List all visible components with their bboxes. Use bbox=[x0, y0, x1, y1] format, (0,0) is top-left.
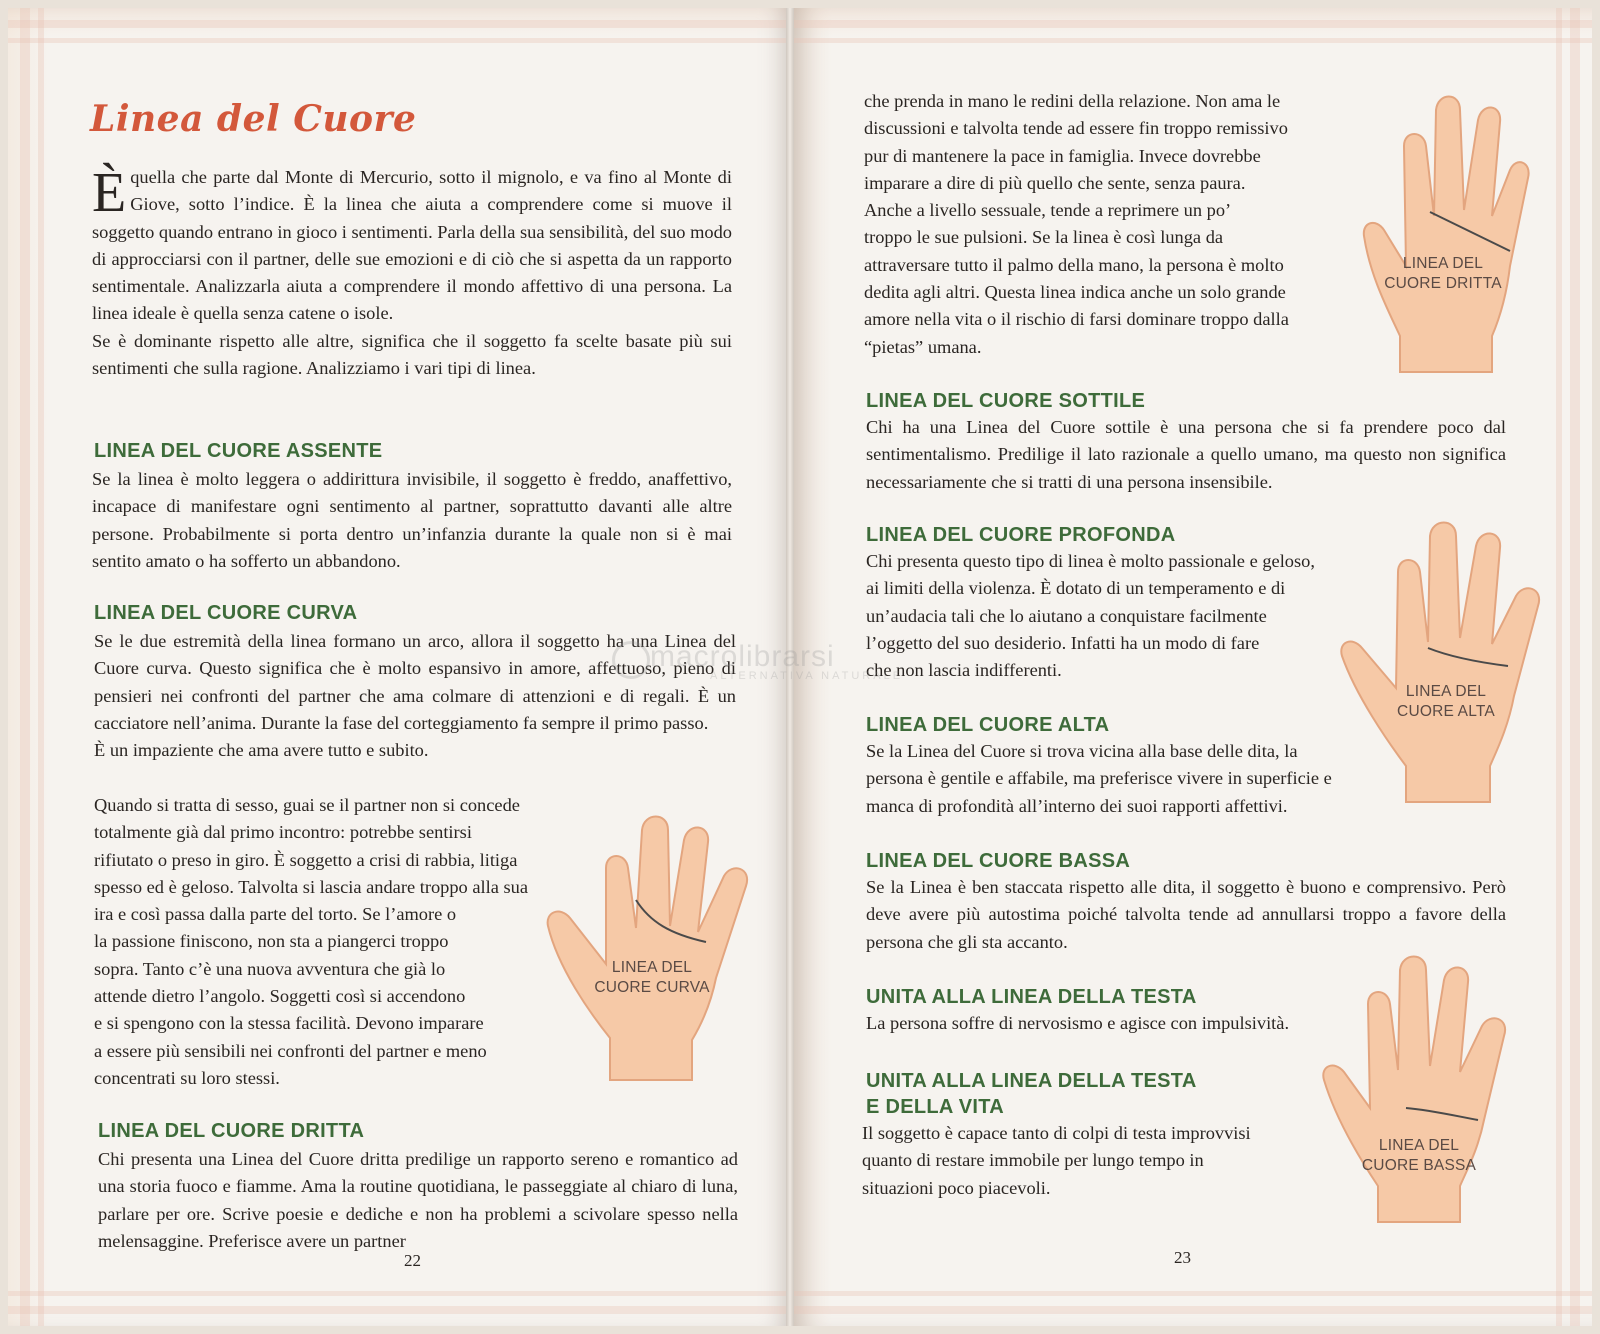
label-line: CUORE BASSA bbox=[1361, 1157, 1477, 1174]
section-heading: LINEA DEL CUORE DRITTA bbox=[98, 1120, 365, 1142]
label-line: LINEA DEL bbox=[1378, 1137, 1460, 1154]
decorative-stripe bbox=[8, 1291, 788, 1296]
text-line: la passione finiscono, non sta a piangerci troppo bbox=[94, 931, 449, 952]
text-line: e si spengono con la stessa facilità. Devono imparare bbox=[94, 1013, 484, 1034]
heading-line: UNITA ALLA LINEA DELLA TESTA bbox=[866, 1070, 1197, 1092]
decorative-stripe bbox=[38, 8, 44, 1326]
hand-label bbox=[1344, 1136, 1494, 1176]
text-line: rifiutato o preso in giro. È soggetto a crisi di rabbia, litiga bbox=[94, 849, 518, 870]
text-line: sopra. Tanto c’è una nuova avventura che già lo bbox=[94, 958, 446, 979]
text-line: imparare a dire di più quello che sente, senza paura. bbox=[864, 172, 1246, 193]
hand-icon bbox=[540, 808, 770, 1088]
text-line: ira e così passa dalla parte del torto. Se l’amore o bbox=[94, 904, 457, 925]
text-line: situazioni poco piacevoli. bbox=[862, 1177, 1051, 1198]
hand-label bbox=[1368, 254, 1518, 294]
intro-text-2: Se è dominante rispetto alle altre, significa che il soggetto fa scelte basate più sui sentimenti che sulla ragione. Analizziamo i vari tipi di linea. bbox=[92, 330, 732, 379]
hand-label bbox=[1376, 682, 1516, 722]
section-heading: LINEA DEL CUORE ALTA bbox=[866, 714, 1110, 736]
page-title: Linea del Cuore bbox=[90, 98, 417, 140]
text-line: concentrati su loro stessi. bbox=[94, 1067, 280, 1088]
section-body: Chi presenta una Linea del Cuore dritta predilige un rapporto sereno e romantico ad una storia fuoco e fiamme. Ama la routine quotidiana, le passeggiate al chiaro di luna, parlare per ore. Scrive poesie e dediche e non ha problemi a scivolare spesso nella melensaggine. Preferisce avere un partner bbox=[98, 1149, 738, 1251]
intro-text: quella che parte dal Monte di Mercurio, sotto il mignolo, e va fino al Monte di Giove, sotto l’indice. È la linea che aiuta a comprendere come si muove il soggetto quando entrano in gioco i sentimenti. Parla della sua sensibilità, del suo modo di approcciarsi con il partner, delle sue emozioni e di ciò che si aspetta da un rapporto sentimentale. Analizzarla aiuta a comprendere il mondo affettivo di una persona. La linea ideale è quella senza catene o isole. bbox=[92, 167, 732, 324]
drop-cap: È bbox=[92, 162, 127, 224]
text-line: spesso ed è geloso. Talvolta si lascia andare troppo alla sua bbox=[94, 876, 529, 897]
text-line: persona è gentile e affabile, ma preferisce vivere in superficie e bbox=[866, 768, 1332, 789]
label-line: LINEA DEL bbox=[1402, 255, 1484, 272]
label-line: CUORE DRITTA bbox=[1384, 275, 1502, 292]
watermark-tagline: ALTERNATIVA NATURALE bbox=[710, 670, 904, 682]
label-line: LINEA DEL bbox=[1405, 683, 1487, 700]
section-body: La persona soffre di nervosismo e agisce con impulsività. bbox=[866, 1013, 1290, 1033]
text-line: “pietas” umana. bbox=[864, 336, 982, 357]
decorative-stripe bbox=[8, 38, 788, 43]
section-text: È un impaziente che ama avere tutto e subito. bbox=[94, 740, 429, 761]
text-line: quanto di restare immobile per lungo tempo in bbox=[862, 1150, 1204, 1171]
text-line: Quando si tratta di sesso, guai se il partner non si concede bbox=[94, 795, 520, 815]
section-heading: LINEA DEL CUORE ASSENTE bbox=[94, 440, 383, 462]
watermark-logo-icon bbox=[612, 641, 650, 679]
label-line: CUORE CURVA bbox=[594, 979, 710, 996]
text-line: totalmente già dal primo incontro: potrebbe sentirsi bbox=[94, 822, 472, 843]
section-body: Chi ha una Linea del Cuore sottile è una persona che si fa prendere poco dal sentimentalismo. Predilige il lato razionale a quello umano, ma questo non significa necessariamente che si tratti di una persona insensibile. bbox=[866, 417, 1506, 492]
text-line: a essere più sensibili nei confronti del partner e meno bbox=[94, 1040, 487, 1061]
text-line: l’oggetto del suo desiderio. Infatti ha un modo di fare bbox=[866, 632, 1260, 653]
decorative-stripe bbox=[792, 20, 1592, 28]
text-line: ai limiti della violenza. È dotato di un temperamento e di bbox=[866, 578, 1286, 599]
section-body-wrapped bbox=[94, 792, 594, 1092]
section-text: Se le due estremità della linea formano un arco, allora il soggetto ha una Linea del Cuore curva. Questo significa che è molto espansivo in amore, affettuoso, pieno di pensieri nei confronti del partner che ama colmare di attenzioni e di regali. È un cacciatore nell’anima. Durante la fase del corteggiamento fa sempre il primo passo. bbox=[94, 631, 736, 733]
label-line: LINEA DEL bbox=[611, 959, 693, 976]
continuation-text bbox=[864, 88, 1344, 361]
section-heading bbox=[866, 1068, 1197, 1120]
section-heading: LINEA DEL CUORE CURVA bbox=[94, 602, 358, 624]
text-line: manca di profondità all’interno dei suoi rapporti affettivi. bbox=[866, 795, 1288, 816]
decorative-stripe bbox=[792, 1291, 1592, 1296]
decorative-stripe bbox=[8, 1306, 788, 1314]
text-line: attende dietro l’angolo. Soggetti così si accendono bbox=[94, 986, 466, 1007]
hand-icon bbox=[1360, 86, 1535, 376]
text-line: dedita agli altri. Questa linea indica anche un solo grande bbox=[864, 282, 1286, 303]
watermark bbox=[650, 640, 903, 682]
text-line: pur di mantenere la pace in famiglia. Invece dovrebbe bbox=[864, 145, 1261, 166]
text-line: Il soggetto è capace tanto di colpi di testa improvvisi bbox=[862, 1123, 1251, 1143]
text-line: amore nella vita o il rischio di farsi dominare troppo dalla bbox=[864, 309, 1289, 330]
section-heading: LINEA DEL CUORE SOTTILE bbox=[866, 390, 1146, 412]
decorative-stripe bbox=[792, 1306, 1592, 1314]
text-line: Anche a livello sessuale, tende a reprimere un po’ bbox=[864, 200, 1232, 221]
text-line: un’audacia tali che lo aiutano a conquistare facilmente bbox=[866, 605, 1267, 626]
decorative-stripe bbox=[20, 8, 30, 1326]
text-line: che prenda in mano le redini della relazione. Non ama le bbox=[864, 91, 1281, 111]
intro-paragraph bbox=[92, 164, 732, 382]
hand-label bbox=[582, 958, 722, 998]
page-number: 22 bbox=[404, 1251, 421, 1270]
section-heading: LINEA DEL CUORE PROFONDA bbox=[866, 524, 1176, 546]
text-line: troppo le sue pulsioni. Se la linea è così lunga da bbox=[864, 227, 1224, 248]
hand-icon bbox=[1318, 950, 1518, 1225]
text-line: Chi presenta questo tipo di linea è molto passionale e geloso, bbox=[866, 551, 1315, 571]
text-line: attraversare tutto il palmo della mano, la persona è molto bbox=[864, 254, 1284, 275]
label-line: CUORE ALTA bbox=[1397, 703, 1495, 720]
section-body: Se la Linea è ben staccata rispetto alle dita, il soggetto è buono e comprensivo. Però deve avere più autostima poiché talvolta tende ad annullarsi troppo a favore della persona che gli sta accanto. bbox=[866, 877, 1506, 952]
page-number: 23 bbox=[1174, 1248, 1191, 1267]
text-line: che non lascia indifferenti. bbox=[866, 660, 1062, 681]
decorative-stripe bbox=[8, 20, 788, 28]
text-line: discussioni e talvolta tende ad essere fin troppo remissivo bbox=[864, 118, 1288, 139]
hand-illustration-curva bbox=[540, 808, 770, 1088]
section-heading: LINEA DEL CUORE BASSA bbox=[866, 850, 1131, 872]
section-heading: UNITA ALLA LINEA DELLA TESTA bbox=[866, 986, 1197, 1008]
text-line: Se la Linea del Cuore si trova vicina alla base delle dita, la bbox=[866, 741, 1298, 761]
section-body bbox=[862, 1120, 1340, 1202]
hand-illustration-alta bbox=[1336, 516, 1576, 806]
hand-illustration-bassa bbox=[1318, 950, 1518, 1225]
section-body: Se la linea è molto leggera o addirittura invisibile, il soggetto è freddo, anaffettivo, incapace di manifestare ogni sentimento al partner, soprattutto davanti alle altre persone. Probabilmente si porta dentro un’infanzia durante la quale non si è mai sentito amato o ha sofferto un abbandono. bbox=[92, 469, 732, 571]
decorative-stripe bbox=[792, 38, 1592, 43]
hand-icon bbox=[1336, 516, 1576, 806]
watermark-brand: macrolibrarsi bbox=[650, 640, 835, 673]
heading-line: E DELLA VITA bbox=[866, 1096, 1005, 1118]
hand-illustration-dritta bbox=[1360, 86, 1535, 376]
section-body bbox=[866, 548, 1371, 684]
section-body bbox=[866, 738, 1386, 820]
